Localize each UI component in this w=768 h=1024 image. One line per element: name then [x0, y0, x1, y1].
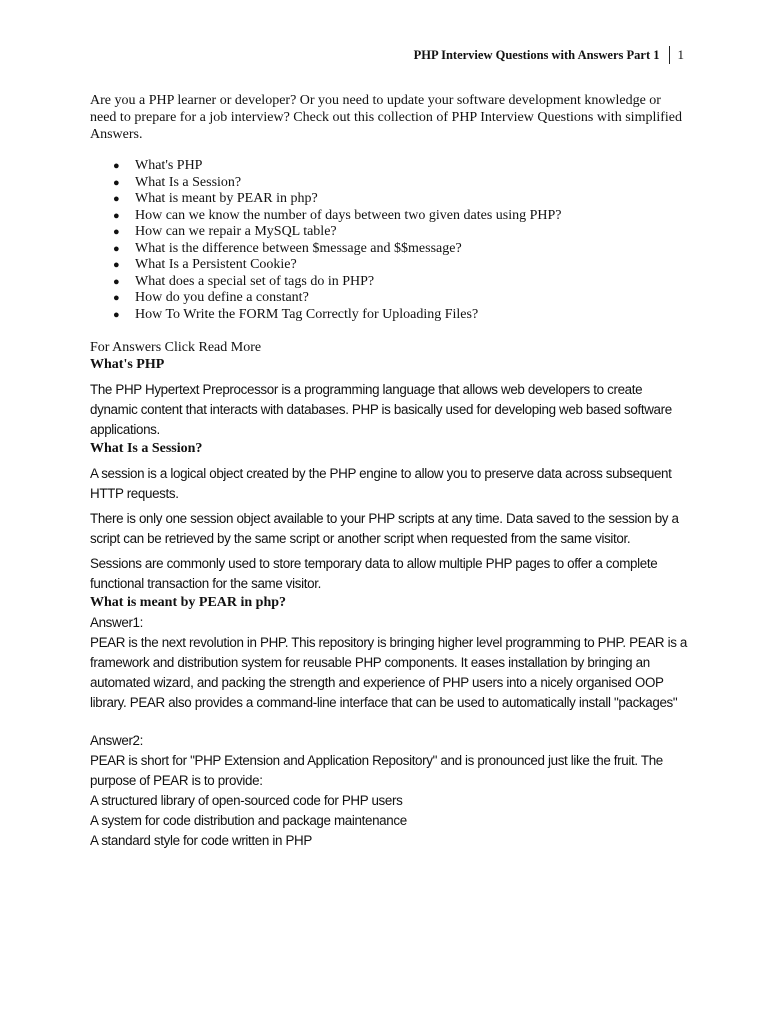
list-item: ● How do you define a constant? [113, 290, 309, 305]
pear-answer2-label: Answer2: [90, 733, 144, 748]
section-heading-whats-php: What's PHP [90, 357, 165, 372]
page-header [414, 46, 684, 64]
page-content [90, 92, 690, 851]
list-item: ● What Is a Persistent Cookie? [113, 257, 297, 272]
list-item: ● What's PHP [113, 158, 203, 173]
list-item: ● What Is a Session? [113, 174, 242, 190]
whats-php-paragraph: The PHP Hypertext Preprocessor is a programming language that allows web developers to create dynamic content that interacts with databases. PHP is basically used for developing web based software applications. [90, 382, 672, 437]
session-paragraph-3: Sessions are commonly used to store temporary data to allow multiple PHP pages to offer a complete functional transaction for the same visitor. [90, 556, 658, 591]
bullet-icon: ● [113, 292, 120, 304]
list-item: ● What is the difference between $message and $$message? [113, 240, 462, 256]
list-item: ● How can we know the number of days between two given dates using PHP? [113, 207, 562, 223]
session-paragraph-2: There is only one session object available to your PHP scripts at any time. Data saved to the session by a script can be retrieved by the same script or another script when requested from the same visitor. [90, 511, 679, 546]
list-item: ● What does a special set of tags do in PHP? [113, 273, 375, 289]
pear-list-item: A structured library of open-sourced code for PHP users [90, 793, 403, 808]
bullet-icon: ● [113, 209, 120, 222]
list-item: ● What is meant by PEAR in php? [113, 191, 318, 206]
pear-answer1-text: PEAR is the next revolution in PHP. This repository is bringing higher level programming to PHP. PEAR is a framework and distribution system for reusable PHP components. It eases installation by bringing an automated wizard, and packing the strength and experience of PHP users into a nicely organised OOP library. PEAR also provides a command-line interface that can be used to automatically install "packages" [90, 635, 688, 710]
pear-list-item: A system for code distribution and package maintenance [90, 813, 407, 828]
pear-list-item: A standard style for code written in PHP [90, 833, 312, 848]
bullet-icon: ● [113, 275, 120, 288]
bullet-icon: ● [113, 242, 120, 255]
pear-answer1-label: Answer1: [90, 615, 144, 630]
bullet-icon: ● [113, 226, 120, 238]
read-more-text: For Answers Click Read More [90, 340, 262, 355]
bullet-icon: ● [113, 259, 120, 271]
header-divider [669, 46, 670, 64]
list-item: ● How To Write the FORM Tag Correctly for Uploading Files? [113, 306, 479, 322]
page-number: 1 [677, 47, 684, 62]
session-paragraph-1: A session is a logical object created by the PHP engine to allow you to preserve data across subsequent HTTP requests. [90, 466, 672, 501]
intro-paragraph: Are you a PHP learner or developer? Or you need to update your software development knowledge or need to prepare for a job interview? Check out this collection of PHP Interview Questions with simplified Answers. [90, 93, 683, 142]
list-item: ● How can we repair a MySQL table? [113, 224, 337, 239]
question-list [90, 158, 690, 323]
pear-answer2-text: PEAR is short for "PHP Extension and Application Repository" and is pronounced just like the fruit. The purpose of PEAR is to provide: [90, 753, 663, 788]
header-title: PHP Interview Questions with Answers Part 1 [413, 47, 660, 62]
section-heading-session: What Is a Session? [90, 441, 203, 456]
bullet-icon: ● [113, 176, 120, 189]
bullet-icon: ● [113, 193, 120, 205]
section-heading-pear: What is meant by PEAR in php? [90, 595, 287, 610]
bullet-icon: ● [113, 308, 120, 321]
bullet-icon: ● [113, 160, 120, 172]
